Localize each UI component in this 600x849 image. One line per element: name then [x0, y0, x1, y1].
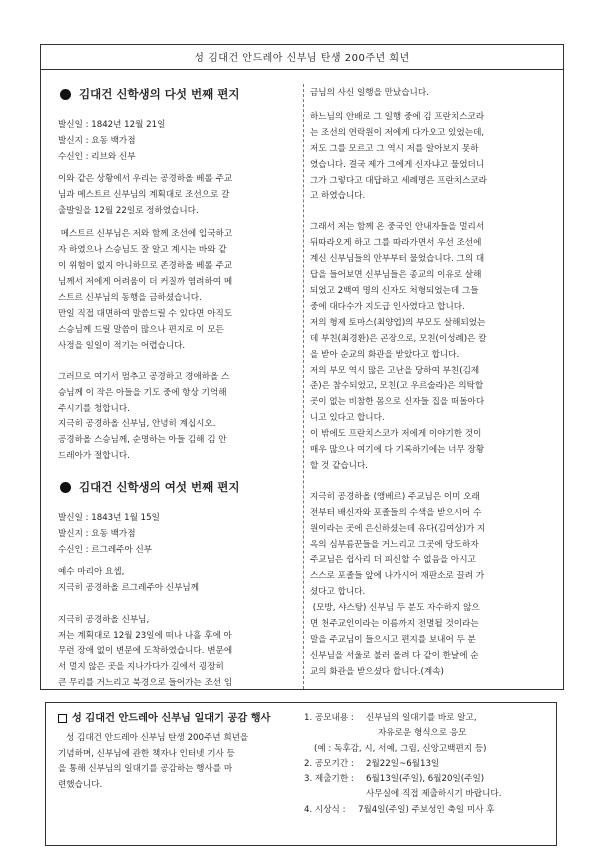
text-line: 사무실에 직접 제출하시기 바랍니다.	[366, 789, 502, 800]
letter6-date: 발신일 : 1843년 1월 15일	[58, 513, 160, 524]
text-line: 는 조선의 연락원이 저에게 다가오고 있었는데,	[310, 127, 485, 138]
text-line: 무런 장애 없이 변문에 도착하였습니다. 변문에	[58, 646, 233, 657]
text-line: 이와 같은 상황에서 우리는 공경하올 베롤 주교	[58, 173, 233, 184]
page-header: 성 김대건 안드레아 신부님 탄생 200주년 희년	[40, 44, 564, 70]
text-line: 계신 신부님들의 안부부터 물었습니다. 그의 대	[310, 254, 485, 265]
text-line: 주시기를 청합니다.	[58, 403, 130, 414]
right-para-6	[310, 427, 550, 475]
text-line: 님과 메스트르 신부님의 계획대로 조선으로 갈	[58, 189, 230, 200]
event-description	[58, 711, 303, 794]
item-label: 1. 공모내용 :	[304, 713, 354, 723]
text-line: 이 밖에도 프란치스코가 저에게 이야기한 것이	[310, 429, 482, 440]
event-item-3	[304, 772, 550, 803]
text-line: 자유로운 형식으로 응모	[378, 728, 467, 739]
letter6-para-1	[58, 613, 298, 693]
square-bullet-icon	[58, 714, 67, 723]
text-line: 되었고 2백여 명의 신자도 처형되었는데 그들	[310, 285, 479, 296]
text-line: 신부님을 서울로 불러 올려 다 같이 한날에 순	[310, 650, 479, 661]
item-label: 2. 공모기간 :	[304, 758, 354, 769]
text-line: 출발일을 12월 22일로 정하였습니다.	[58, 205, 199, 216]
text-line: 7월4일(주일) 주보성인 축일 미사 후	[358, 804, 495, 815]
text-line: 옥의 심부름꾼들을 거느리고 그곳에 당도하자	[310, 539, 479, 550]
text-line: 스트르 신부님의 동행을 금하셨습니다.	[58, 293, 202, 304]
text-line: 지극히 공경하올 르그레주아 신부님께	[58, 582, 200, 593]
text-line: 지극히 공경하올 (앵베르) 주교님은 이미 오래	[310, 491, 480, 502]
text-line: 셨다고 합니다.	[310, 587, 366, 598]
text-line: 고 하였습니다.	[310, 191, 366, 202]
right-para-4	[310, 316, 550, 364]
right-para-5	[310, 364, 550, 428]
item-value	[366, 772, 501, 803]
text-line: 저는 계획대로 12월 23일에 떠나 나흘 후에 아	[58, 630, 232, 641]
text-line: (예 : 독후감, 시, 서예, 그림, 신앙고백편지 등)	[314, 743, 487, 754]
text-line: 뒤따라오게 하고 그를 따라가면서 우선 조선에	[310, 238, 482, 249]
text-line: 스스로 포졸들 앞에 나가시어 재판소로 끌려 가	[310, 571, 485, 582]
text-line: 메스트르 신부님은 저와 함께 조선에 입국하고	[58, 229, 233, 240]
text-line: 지극히 공경하올 신부님, 안녕히 계십시오.	[58, 419, 216, 430]
text-line: 2월22일~6월13일	[366, 758, 440, 769]
event-item-2	[304, 757, 550, 772]
text-line: 스승님께 드릴 말씀이 많으나 편지로 이 모든	[58, 324, 224, 335]
text-line: 서 멀지 않은 곳을 지나가다가 길에서 굉장히	[58, 662, 224, 673]
text-line: 님께서 저에게 어려움이 더 커질까 염려하여 메	[58, 277, 233, 288]
text-line: 저의 형제 토마스(최양업)의 부모도 살해되었는	[310, 317, 486, 328]
right-para-1	[310, 86, 550, 102]
text-line: 매우 많으나 여기에 다 기록하기에는 너무 장황	[310, 445, 485, 456]
letter5-origin: 발신지 : 요동 백가점	[58, 135, 136, 146]
text-line: 답을 들어보면 신부님들은 종교의 이유로 살해	[310, 270, 482, 281]
event-item-1	[304, 711, 550, 742]
text-line: 중에 대다수가 지도급 인사였다고 합니다.	[310, 301, 465, 312]
event-item-4	[304, 803, 550, 818]
text-line: 승님께 이 작은 아들을 기도 중에 항상 기억해	[58, 387, 227, 398]
text-line: 예수 마리아 요셉,	[58, 566, 125, 577]
event-box	[45, 702, 557, 846]
event-title-text: 성 김대건 안드레아 신부님 일대기 공감 행사	[72, 713, 271, 724]
bullet-icon	[60, 89, 71, 100]
right-para-2	[310, 110, 550, 205]
text-line: 큰 무리를 거느리고 북경으로 들어가는 조선 임	[58, 678, 233, 689]
text-line: 신부님의 일대기를 바로 알고,	[366, 713, 477, 723]
text-line: 공경하올 스승님께, 순명하는 아들 김해 김 안	[58, 435, 227, 446]
text-line: 니고 있다고 합니다.	[310, 413, 385, 424]
text-line: 을 받아 순교의 화관을 받았다고 합니다.	[310, 349, 460, 360]
letter6-title-text: 김대건 신학생의 여섯 번째 편지	[79, 480, 240, 495]
text-line: 자 하였으나 스승님도 잘 알고 계시는 바와 같	[58, 245, 227, 256]
text-line: 기념하며, 신부님에 관한 책자나 인터넷 기사 등	[58, 748, 235, 759]
text-line: 그래서 저는 함께 온 중국인 안내자들을 멀리서	[310, 222, 485, 233]
text-line: 사정을 일일이 적기는 어렵습니다.	[58, 340, 186, 351]
text-line: 저도 그를 모르고 그 역시 저를 알아보지 못하	[310, 143, 479, 154]
text-line: 말을 주교님이 들으시고 편지를 보내어 두 분	[310, 635, 476, 645]
text-line: 데 부친(최경환)은 곤장으로, 모친(이성례)은 칼	[310, 333, 487, 344]
item-label: 4. 시상식 :	[304, 804, 346, 815]
column-divider	[303, 84, 304, 689]
text-line: 전부터 배신자와 포졸들의 수색을 받으시어 수	[310, 507, 482, 518]
letter5-title	[60, 86, 298, 102]
item-value	[366, 711, 477, 742]
letter6-recipient: 수신인 : 르그레주아 신부	[58, 544, 153, 555]
text-line: 그러므로 여기서 멈추고 공경하고 경애하올 스	[58, 371, 230, 382]
letter6-salutation	[58, 565, 298, 597]
item-label: 3. 제출기한 :	[304, 774, 354, 785]
text-line: 지극히 공경하올 신부님,	[58, 614, 150, 625]
letter5-para-2	[58, 227, 298, 307]
letter6-meta	[58, 511, 298, 559]
text-line: 준)은 참수되었고, 모친(고 우르술라)은 의탁할	[310, 381, 484, 392]
bullet-icon	[60, 482, 71, 493]
letter6-title	[60, 479, 298, 495]
left-column	[58, 80, 298, 692]
text-line: 원이라는 곳에 은신하셨는데 유다(김여상)가 지	[310, 523, 486, 534]
text-line: 그가 그렇다고 대답하고 세례명은 프란치스코라	[310, 175, 487, 186]
letter5-para-4	[58, 370, 298, 418]
text-line: 하느님의 안배로 그 일행 중에 김 프란치스코라	[310, 111, 485, 122]
event-details	[304, 711, 550, 818]
text-line: 저의 부모 역시 많은 고난을 당하여 부친(김제	[310, 365, 480, 376]
text-line: 이 위험이 없지 아니하므로 존경하올 베롤 주교	[58, 261, 233, 272]
text-line: 할 것 같습니다.	[310, 460, 369, 471]
letter5-para-1	[58, 172, 298, 220]
text-line: 곳이 없는 비참한 몸으로 신자들 집을 떠돌아다	[310, 397, 485, 408]
text-line: 드레아가 절합니다.	[58, 451, 130, 462]
letter6-origin: 발신지 : 요동 백가점	[58, 529, 136, 540]
letter5-para-3	[58, 307, 298, 355]
right-para-8	[310, 601, 550, 681]
text-line: 련했습니다.	[58, 780, 103, 791]
text-line: 금님의 사신 일행을 만났습니다.	[310, 88, 429, 98]
letter5-title-text: 김대건 신학생의 다섯 번째 편지	[79, 87, 240, 101]
right-para-7	[310, 490, 550, 601]
text-line: 을 통해 신부님의 일대기를 공감하는 행사를 마	[58, 764, 233, 775]
text-line: (모방, 샤스탕) 신부님 두 분도 자수하지 않으	[310, 603, 480, 614]
event-title	[58, 711, 303, 727]
text-line: 교의 화관을 받으셨다 합니다.(계속)	[310, 666, 444, 677]
letter5-meta	[58, 118, 298, 166]
letter5-date: 발신일 : 1842년 12월 21일	[58, 120, 166, 130]
text-line: 만일 직접 대면하여 말씀드릴 수 있다면 아직도	[58, 308, 233, 319]
text-line: 면 천주교인이라는 이름까지 전멸될 것이라는	[310, 619, 479, 630]
right-column	[310, 86, 550, 681]
letter5-recipient: 수신인 : 리브와 신부	[58, 151, 136, 162]
text-line: 였습니다. 결국 제가 그에게 신자냐고 물었더니	[310, 159, 485, 170]
text-line: 주교님은 쉽사리 더 피신할 수 없음을 아시고	[310, 555, 476, 566]
letter5-closing	[58, 417, 298, 465]
text-line: 성 김대건 안드레아 신부님 탄생 200주년 희년을	[66, 732, 249, 743]
right-para-3	[310, 220, 550, 315]
text-line: 6월13일(주일), 6월20일(주일)	[366, 774, 485, 785]
event-item-example	[304, 742, 550, 757]
